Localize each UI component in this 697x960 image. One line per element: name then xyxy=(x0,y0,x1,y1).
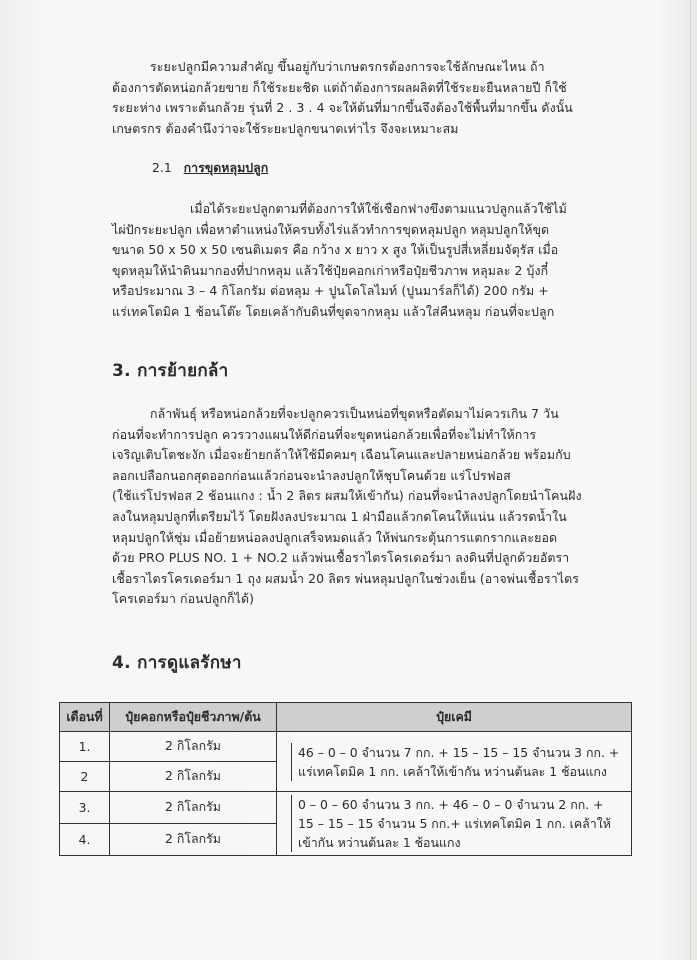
brace-group xyxy=(291,743,623,781)
chemical-cell xyxy=(277,792,632,856)
text-line: ด้วย PRO PLUS NO. 1 + NO.2 แล้วพ่นเชื้อราไตรโครเดอร์มา ลงดินที่ปลูกด้วยอัตรา xyxy=(112,550,570,566)
text-line: หลุมปลูกให้ชุ่ม เมื่อย้ายหน่อลงปลูกเสร็จหมดแล้ว ให้พ่นกระตุ้นการแตกรากและยอด xyxy=(112,529,558,545)
text-line: ขุดหลุมให้นำดินมากองที่ปากหลุม แล้วใช้ปุ๋ยคอกเก่าหรือปุ๋ยชีวภาพ หลุมละ 2 บุ้งกี๋ xyxy=(112,262,549,278)
chemical-line: 46 – 0 – 0 จำนวน 7 กก. + 15 – 15 – 15 จำนวน 3 กก. + xyxy=(298,744,620,760)
spacing-paragraph xyxy=(112,57,620,139)
fertilizer-table xyxy=(59,702,632,856)
text-line: ไผ่ปักระยะปลูก เพื่อหาตำแหน่งให้ครบทั้งไร่แล้วทำการขุดหลุมปลูก หลุมปลูกให้ขุด xyxy=(112,221,550,237)
text-line: แร่เทคโตมิค 1 ช้อนโต๊ะ โดยเคล้ากับดินที่ขุดจากหลุม แล้วใส่คืนหลุม ก่อนที่จะปลูก xyxy=(112,303,555,319)
text-line: กล้าพันธุ์ หรือหน่อกล้วยที่จะปลูกควรเป็นหน่อที่ขุดหรือตัดมาไม่ควรเกิน 7 วัน xyxy=(150,406,559,421)
table-row xyxy=(60,732,632,762)
text-line: เกษตรกร ต้องคำนึงว่าจะใช้ระยะปลูกขนาดเท่าไร จึงจะเหมาะสม xyxy=(112,120,459,136)
chemical-line: เข้ากัน หว่านต้นละ 1 ช้อนแกง xyxy=(298,835,461,850)
subsection-heading xyxy=(152,159,268,178)
header-organic: ปุ๋ยคอกหรือปุ๋ยชีวภาพ/ต้น xyxy=(110,703,277,732)
fertilizer-table-wrapper xyxy=(59,702,632,856)
transplant-paragraph xyxy=(112,404,620,610)
text-line: โครเดอร์มา ก่อนปลูกก็ได้) xyxy=(112,591,255,607)
section-heading-care: 4. การดูแลรักษา xyxy=(112,653,242,673)
text-line: ขนาด 50 x 50 x 50 เซนติเมตร คือ กว้าง x ยาว x สูง ให้เป็นรูปสี่เหลี่ยมจัตุรัส เมื่อ xyxy=(112,242,559,258)
subsection-number: 2.1 xyxy=(152,160,172,175)
table-row xyxy=(60,792,632,824)
digging-paragraph xyxy=(112,199,620,323)
chemical-line: แร่เทคโตมิค 1 กก. เคล้าให้เข้ากัน หว่านต้นละ 1 ช้อนแกง xyxy=(298,763,607,779)
page-edge xyxy=(690,0,691,960)
organic-cell: 2 กิโลกรัม xyxy=(110,792,277,824)
text-line: หรือประมาณ 3 – 4 กิโลกรัม ต่อหลุม + ปูนโดโลไมท์ (ปูนมาร์ลก็ได้) 200 กรัม + xyxy=(112,283,549,299)
text-line: ลงในหลุมปลูกที่เตรียมไว้ โดยฝังลงประมาณ 1 ฝ่ามือแล้วกดโคนให้แน่น แล้วรดน้ำใน xyxy=(112,508,567,524)
month-cell: 1. xyxy=(60,732,110,762)
text-line: เจริญเติบโตชะงัก เมื่อจะย้ายกล้าให้ใช้มีดคมๆ เฉือนโคนและปลายหน่อกล้วย พร้อมกับ xyxy=(112,447,571,463)
section-heading-transplant: 3. การย้ายกล้า xyxy=(112,361,229,381)
text-line: ระยะห่าง เพราะต้นกล้วย รุ่นที่ 2 . 3 . 4 จะให้ต้นที่มากขึ้นจึงต้องใช้พื้นที่มากขึ้น ดังนั้น xyxy=(112,100,573,116)
text-line: เมื่อได้ระยะปลูกตามที่ต้องการให้ใช้เชือกฟางขึงตามแนวปลูกแล้วใช้ไม้ xyxy=(190,201,567,216)
chemical-line: 15 – 15 – 15 จำนวน 5 กก.+ แร่เทคโตมิค 1 กก. เคล้าให้ xyxy=(298,816,611,831)
month-cell: 3. xyxy=(60,792,110,824)
header-month: เดือนที่ xyxy=(60,703,110,732)
text-line: เชื้อราไตรโครเดอร์มา 1 ถุง ผสมน้ำ 20 ลิตร พ่นหลุมปลูกในช่วงเย็น (อาจพ่นเชื้อราไตร xyxy=(112,570,580,586)
header-chemical: ปุ๋ยเคมี xyxy=(277,703,632,732)
text-line: ต้องการตัดหน่อกล้วยขาย ก็ใช้ระยะชิด แต่ถ้าต้องการผลผลิตที่ใช้ระยะยืนหลายปี ก็ใช้ xyxy=(112,79,567,95)
text-line: ลอกเปลือกนอกสุดออกก่อนแล้วก่อนจะนำลงปลูกให้ชุบโคนด้วย แร่โปรฟอส xyxy=(112,467,511,483)
text-line: (ใช้แร่โปรฟอส 2 ช้อนแกง : น้ำ 2 ลิตร ผสมให้เข้ากัน) ก่อนที่จะนำลงปลูกโดยนำโคนฝัง xyxy=(112,488,582,504)
text-line: ระยะปลูกมีความสำคัญ ขึ้นอยู่กับว่าเกษตรกรต้องการจะใช้ลักษณะไหน ถ้า xyxy=(150,59,545,74)
month-cell: 2 xyxy=(60,762,110,792)
subsection-title: การขุดหลุมปลูก xyxy=(183,160,269,175)
chemical-line: 0 – 0 – 60 จำนวน 3 กก. + 46 – 0 – 0 จำนวน 2 กก. + xyxy=(298,797,604,812)
chemical-cell xyxy=(277,732,632,792)
table-header-row xyxy=(60,703,632,732)
brace-group xyxy=(291,795,623,852)
month-cell: 4. xyxy=(60,824,110,856)
organic-cell: 2 กิโลกรัม xyxy=(110,824,277,856)
organic-cell: 2 กิโลกรัม xyxy=(110,732,277,762)
organic-cell: 2 กิโลกรัม xyxy=(110,762,277,792)
text-line: ก่อนที่จะทำการปลูก ควรวางแผนให้ดีก่อนที่จะขุดหน่อกล้วยเพื่อที่จะไม่ทำให้การ xyxy=(112,426,537,442)
